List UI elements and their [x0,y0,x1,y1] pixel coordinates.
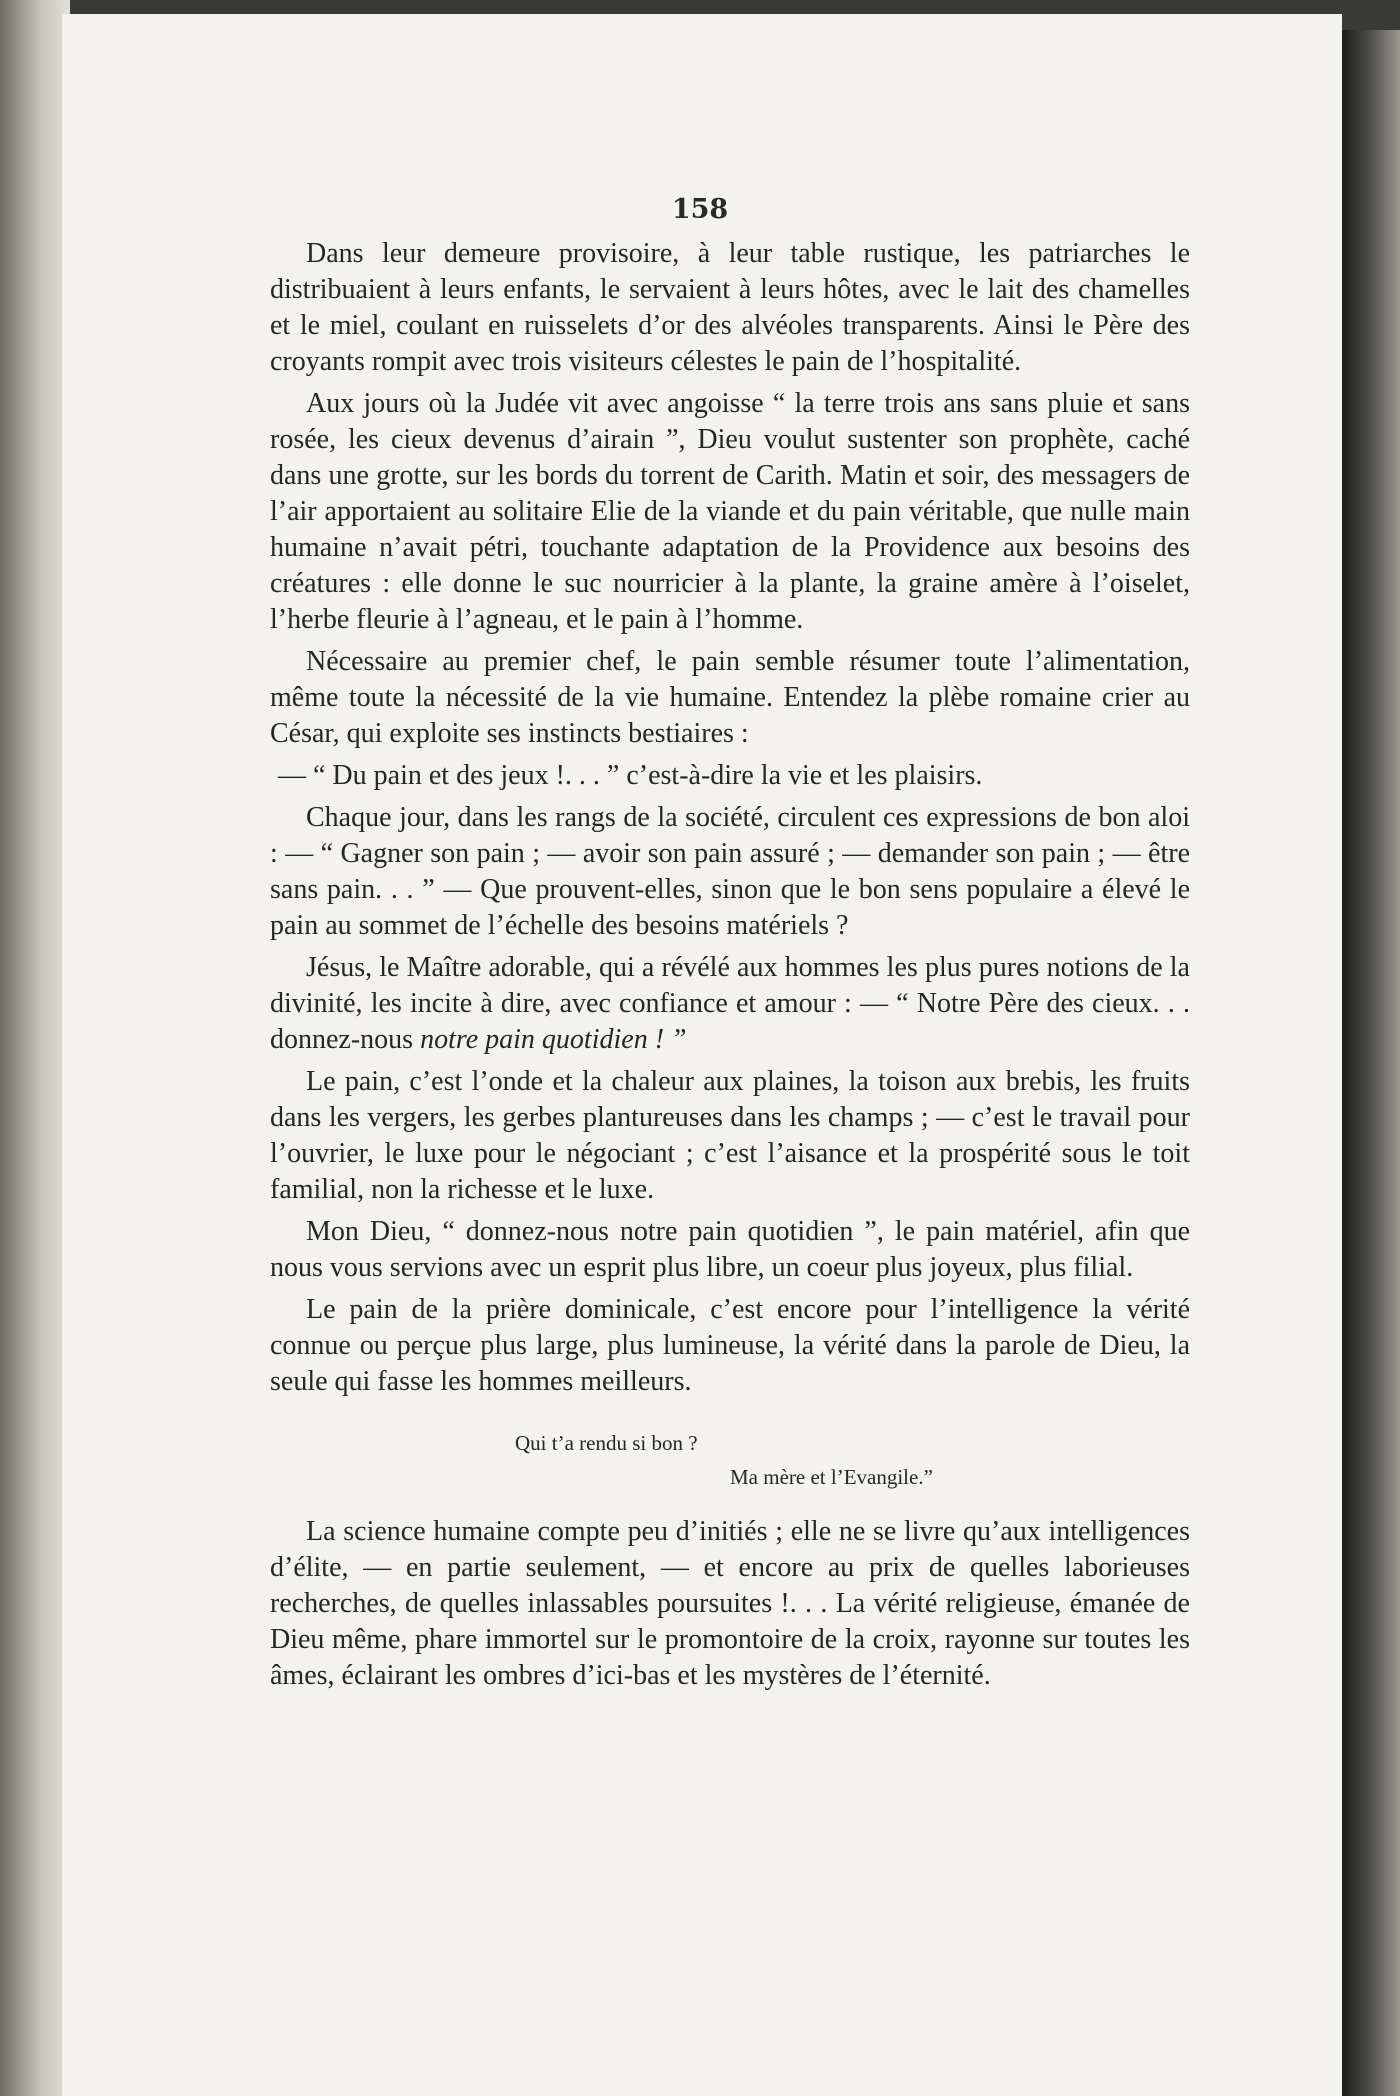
body-text [270,236,1190,1700]
jesus-italic-text: notre pain quotidien ! ” [420,1024,687,1055]
verse-line-1: Qui t’a rendu si bon ? [515,1431,698,1455]
paragraph-judee: Aux jours où la Judée vit avec angoisse “ la terre trois ans sans pluie et sans rosée, les cieux devenus d’airain ”, Dieu voulut sustenter son prophète, caché dans une grotte, sur les bords du torrent de Carith. Matin et soir, des messagers de l’air apportaient au solitaire Elie de la viande et du pain véritable, que nulle main humaine n’avait pétri, touchante adaptation de la Providence aux besoins des créatures : elle donne le suc nourricier à la plante, la graine amère à l’oiselet, l’herbe fleurie à l’agneau, et le pain à l’homme. [270,388,1190,635]
verse-quote [270,1426,1190,1494]
paragraph-science: La science humaine compte peu d’initiés ; elle ne se livre qu’aux intelligences d’élite, — en partie seulement, — et encore au prix de quelles laborieuses recherches, de quelles inlassables poursuites !. . . La vérité religieuse, émanée de Dieu même, phare immortel sur le promontoire de la croix, rayonne sur toutes les âmes, éclairant les ombres d’ici-bas et les mystères de l’éternité. [270,1516,1190,1691]
paragraph-pain-et-jeux: — “ Du pain et des jeux !. . . ” c’est-à-dire la vie et les plaisirs. [278,760,983,791]
page-edge-shadow [1342,30,1400,2096]
jesus-text: Jésus, le Maître adorable, qui a révélé aux hommes les plus pures notions de la divinité, les incite à dire, avec confiance et amour : — “ Notre Père des cieux. . . donnez-nous [270,952,1190,1055]
page-number: 158 [671,194,729,225]
paragraph-le-pain: Le pain, c’est l’onde et la chaleur aux plaines, la toison aux brebis, les fruits dans les vergers, les gerbes plantureuses dans les champs ; — c’est le travail pour l’ouvrier, le luxe pour le négociant ; c’est l’aisance et la prospérité sous le toit familial, non la richesse et le luxe. [270,1066,1190,1205]
paragraph-chaque-jour: Chaque jour, dans les rangs de la société, circulent ces expressions de bon aloi : — “ Gagner son pain ; — avoir son pain assuré ; — demander son pain ; — être sans pain. . . ” — Que prouvent-elles, sinon que le bon sens populaire a élevé le pain au sommet de l’échelle des besoins matériels ? [270,802,1190,941]
paragraph-necessaire: Nécessaire au premier chef, le pain semble résumer toute l’alimentation, même toute la nécessité de la vie humaine. Entendez la plèbe romaine crier au César, qui exploite ses instincts bestiaires : [270,646,1190,749]
paragraph-mon-dieu: Mon Dieu, “ donnez-nous notre pain quotidien ”, le pain matériel, afin que nous vous servions avec un esprit plus libre, un coeur plus joyeux, plus filial. [270,1216,1190,1283]
verse-line-2: Ma mère et l’Evangile.” [730,1465,933,1489]
paragraph-jesus [270,950,1190,1058]
paragraph-priere: Le pain de la prière dominicale, c’est encore pour l’intelligence la vérité connue ou perçue plus large, plus lumineuse, la vérité dans la parole de Dieu, la seule qui fasse les hommes meilleurs. [270,1294,1190,1397]
paragraph-patriarchs: Dans leur demeure provisoire, à leur table rustique, les patriarches le distribuaient à leurs enfants, le servaient à leurs hôtes, avec le lait des chamelles et le miel, coulant en ruisselets d’or des alvéoles transparents. Ainsi le Père des croyants rompit avec trois visiteurs célestes le pain de l’hospitalité. [270,238,1190,377]
book-binding [0,0,70,2096]
